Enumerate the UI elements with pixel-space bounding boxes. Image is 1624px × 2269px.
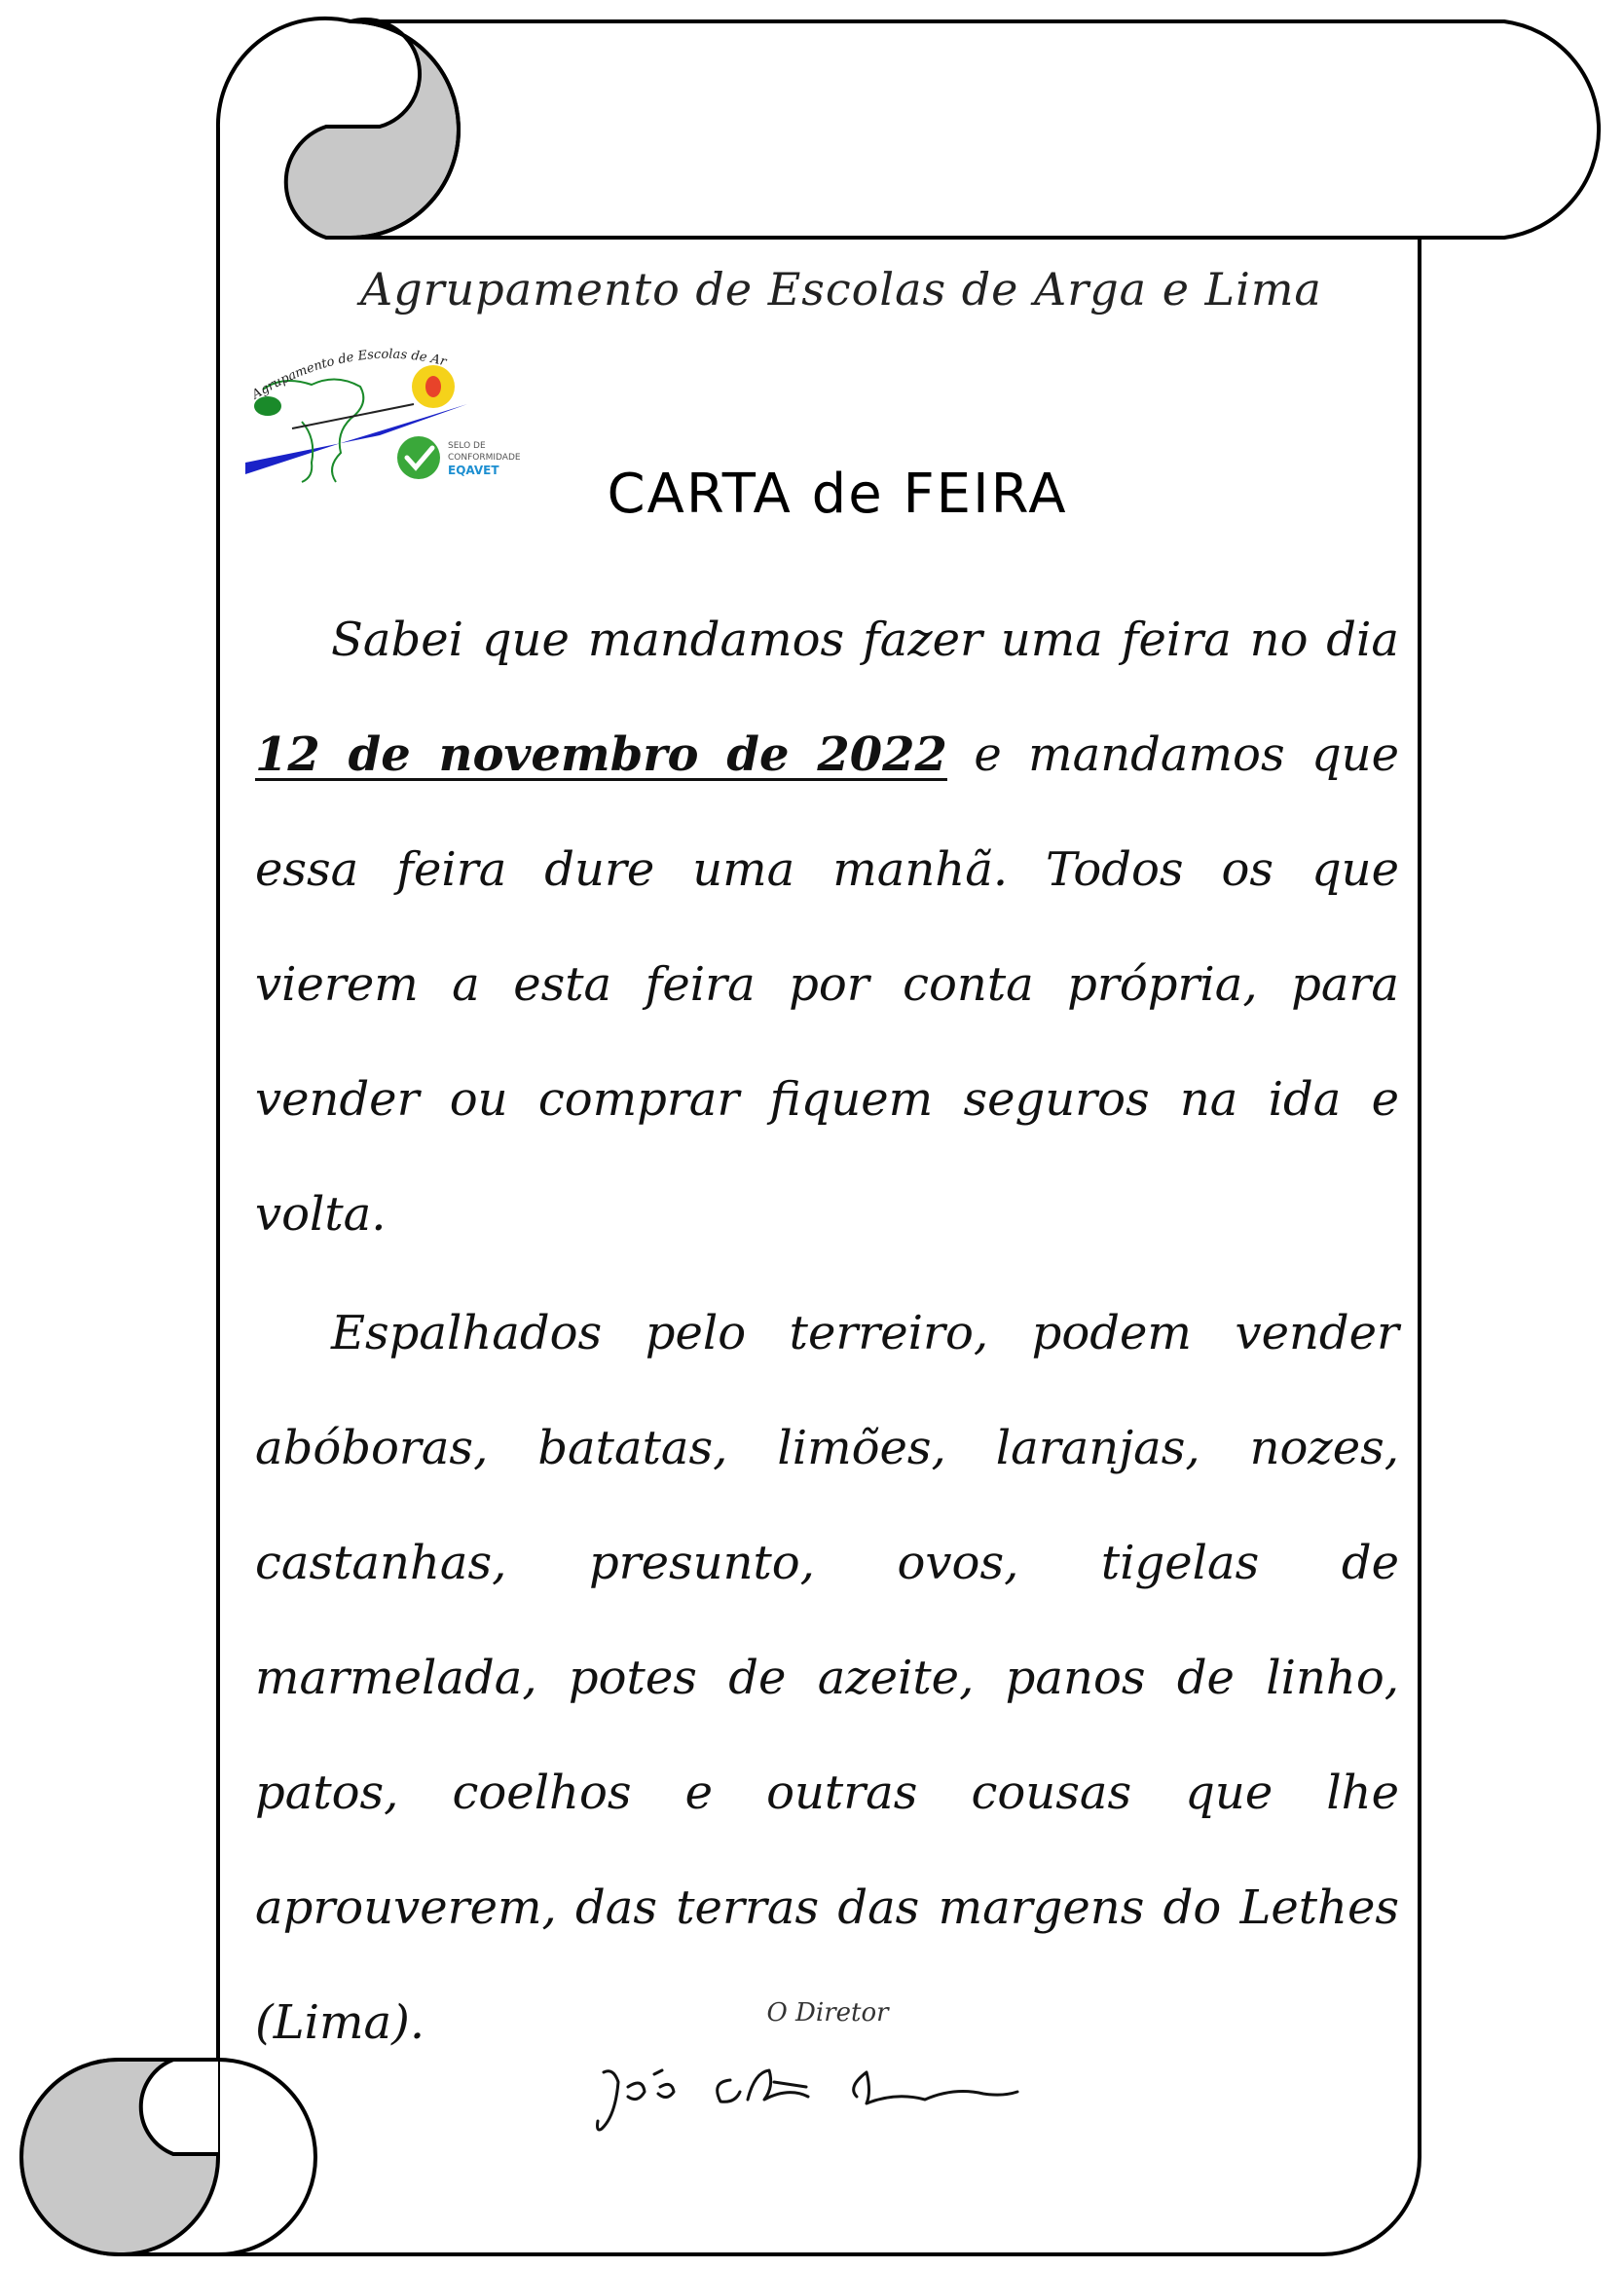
paragraph-fair-announcement: [255, 582, 1399, 1272]
seal-line1: SELO DE: [448, 441, 486, 451]
eqavet-seal-icon: [397, 436, 440, 479]
logo-map-outline: [263, 379, 363, 482]
school-logo: [243, 346, 555, 492]
seal-brand: EQAVET: [448, 464, 499, 477]
document-title: CARTA de FEIRA: [607, 463, 1068, 526]
school-name: Agrupamento de Escolas de Arga e Lima: [360, 263, 1322, 316]
paragraph2-text: Espalhados pelo terreiro, podem vender abóboras, batatas, limões, laranjas, nozes, castanhas, presunto, ovos, tigelas de marmelada, potes de azeite, panos de linho, patos, coelhos e outras cousas que lhe aprouverem, das terras das margens do Lethes (Lima).: [255, 1306, 1399, 2050]
scroll-bottom-curl-inner: [141, 2060, 218, 2154]
seal-line2: CONFORMIDADE: [448, 453, 521, 463]
logo-sun-core: [425, 376, 441, 397]
director-signature: [574, 2043, 1032, 2150]
paragraph1-after-date: e mandamos que essa feira dure uma manhã. Todos os que vierem a esta feira por conta própria, para vender ou comprar fiquem seguros na ida e volta.: [255, 727, 1400, 1242]
fair-date: 12 de novembro de 2022: [255, 727, 947, 782]
director-label: O Diretor: [766, 1998, 889, 2027]
logo-text: Agrupamento de Escolas de Ar: [249, 347, 448, 403]
paragraph-goods-list: [255, 1276, 1399, 2080]
paragraph1-before-date: Sabei que mandamos fazer uma feira no dia: [331, 613, 1399, 667]
